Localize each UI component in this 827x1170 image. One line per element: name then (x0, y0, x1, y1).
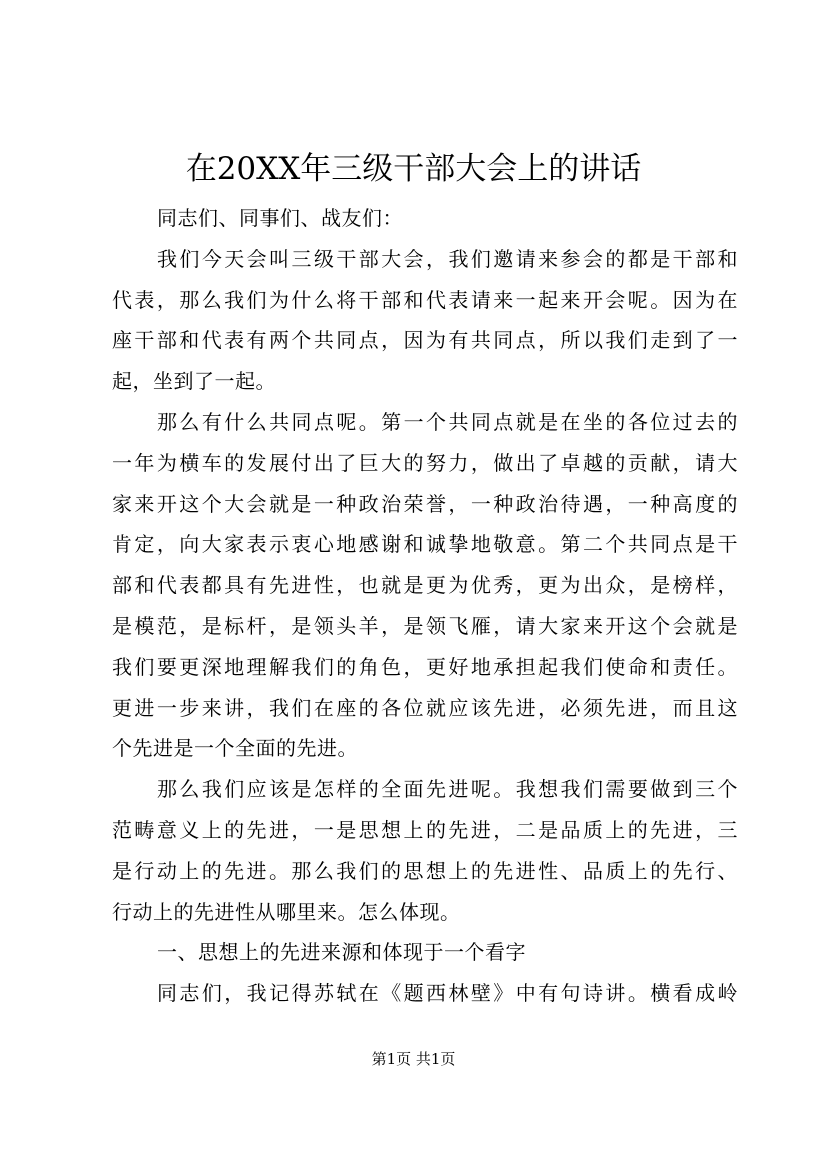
document-body (112, 198, 738, 1014)
body-line: 一年为横车的发展付出了巨大的努力，做出了卓越的贡献，请大 (112, 450, 738, 475)
body-line: 起，坐到了一起。 (112, 369, 276, 394)
body-line: 是行动上的先进。那么我们的思想上的先进性、品质上的先行、 (112, 858, 738, 883)
body-line: 更进一步来讲，我们在座的各位就应该先进，必须先进，而且这 (112, 695, 738, 720)
body-line: 那么有什么共同点呢。第一个共同点就是在坐的各位过去的 (157, 409, 738, 434)
body-line: 部和代表都具有先进性，也就是更为优秀，更为出众，是榜样， (112, 573, 738, 598)
body-line: 家来开这个大会就是一种政治荣誉，一种政治待遇，一种高度的 (112, 491, 738, 516)
body-line: 同志们、同事们、战友们： (157, 206, 403, 230)
body-line: 个先进是一个全面的先进。 (112, 736, 358, 761)
body-line: 座干部和代表有两个共同点，因为有共同点，所以我们走到了一 (112, 328, 738, 353)
body-line: 那么我们应该是怎样的全面先进呢。我想我们需要做到三个 (157, 777, 738, 802)
body-line: 代表，那么我们为什么将干部和代表请来一起来开会呢。因为在 (112, 287, 738, 312)
body-line: 我们今天会叫三级干部大会，我们邀请来参会的都是干部和 (157, 246, 738, 271)
body-line: 范畴意义上的先进，一是思想上的先进，二是品质上的先进，三 (112, 817, 738, 842)
body-line: 一、思想上的先进来源和体现于一个看字 (157, 940, 526, 965)
body-line: 我们要更深地理解我们的角色，更好地承担起我们使命和责任。 (112, 654, 738, 679)
body-line: 行动上的先进性从哪里来。怎么体现。 (112, 899, 461, 924)
body-line: 是模范，是标杆，是领头羊，是领飞雁，请大家来开这个会就是 (112, 613, 738, 638)
page-footer: 第1页 共1页 (371, 1050, 456, 1068)
body-line: 同志们，我记得苏轼在《题西林壁》中有句诗讲。横看成岭 (157, 981, 738, 1006)
body-line: 肯定，向大家表示衷心地感谢和诚挚地敬意。第二个共同点是干 (112, 532, 738, 557)
document-title: 在20XX年三级干部大会上的讲话 (185, 151, 642, 187)
